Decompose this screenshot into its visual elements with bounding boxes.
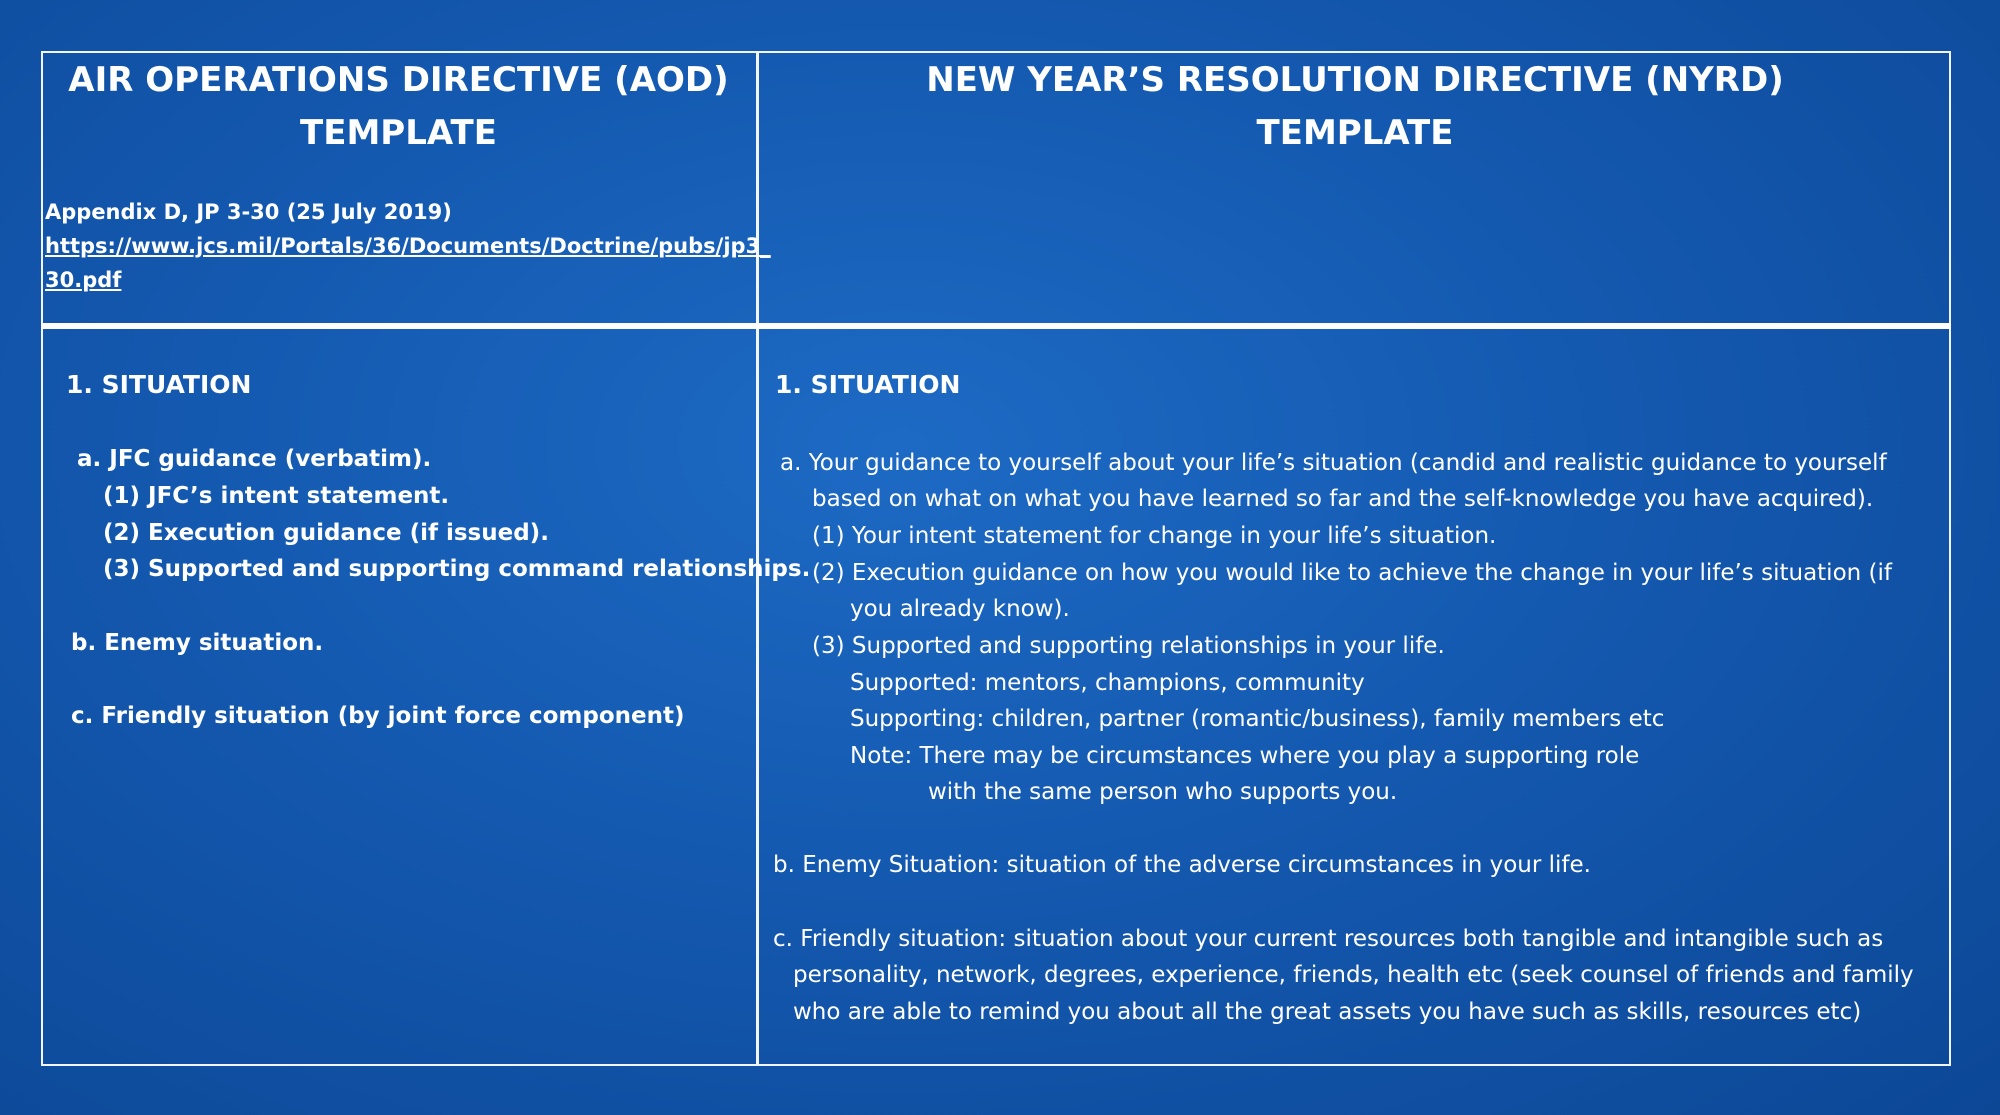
aod-item-a: a. JFC guidance (verbatim). [77,446,432,472]
aod-reference [45,195,771,297]
header-divider [41,323,1951,329]
nyrd-item-a1: (1) Your intent statement for change in your life’s situation. [812,523,1497,549]
nyrd-item-c-line2: personality, network, degrees, experience, friends, health etc (seek counsel of friends and family [793,962,1914,988]
aod-item-b: b. Enemy situation. [71,630,324,656]
nyrd-item-a3: (3) Supported and supporting relationships in your life. [812,633,1445,659]
nyrd-item-b: b. Enemy Situation: situation of the adverse circumstances in your life. [773,852,1591,878]
nyrd-title [759,54,1951,160]
aod-item-c: c. Friendly situation (by joint force component) [71,703,685,729]
aod-section-heading: 1. SITUATION [66,370,252,399]
aod-title-line2: TEMPLATE [300,113,497,153]
nyrd-item-c-line1: c. Friendly situation: situation about your current resources both tangible and intangible such as [773,926,1884,952]
nyrd-note-line1: Note: There may be circumstances where you play a supporting role [850,743,1640,769]
aod-item-a1: (1) JFC’s intent statement. [103,483,450,509]
nyrd-supporting: Supporting: children, partner (romantic/business), family members etc [850,706,1665,732]
aod-link-line1: https://www.jcs.mil/Portals/36/Documents/Doctrine/pubs/jp3_ [45,234,771,258]
nyrd-section-heading: 1. SITUATION [775,370,961,399]
nyrd-item-c-line3: who are able to remind you about all the great assets you have such as skills, resources etc) [793,999,1862,1025]
nyrd-supported: Supported: mentors, champions, community [850,670,1365,696]
nyrd-note-line2: with the same person who supports you. [928,779,1398,805]
aod-title-line1: AIR OPERATIONS DIRECTIVE (AOD) [68,60,729,100]
aod-reference-link[interactable] [45,234,771,292]
aod-item-a3: (3) Supported and supporting command relationships. [103,556,811,582]
aod-link-line2: 30.pdf [45,268,122,292]
nyrd-item-a-line2: based on what on what you have learned so far and the self-knowledge you have acquired). [812,486,1874,512]
aod-title [41,54,756,160]
nyrd-title-line2: TEMPLATE [1256,113,1454,153]
nyrd-title-line1: NEW YEAR’S RESOLUTION DIRECTIVE (NYRD) [926,60,1784,100]
aod-item-a2: (2) Execution guidance (if issued). [103,520,549,546]
nyrd-item-a2-line1: (2) Execution guidance on how you would like to achieve the change in your life’s situation (if [812,560,1892,586]
nyrd-item-a2-line2: you already know). [850,596,1070,622]
nyrd-item-a-line1: a. Your guidance to yourself about your life’s situation (candid and realistic guidance to yourself [780,450,1887,476]
aod-reference-text: Appendix D, JP 3-30 (25 July 2019) [45,200,452,224]
